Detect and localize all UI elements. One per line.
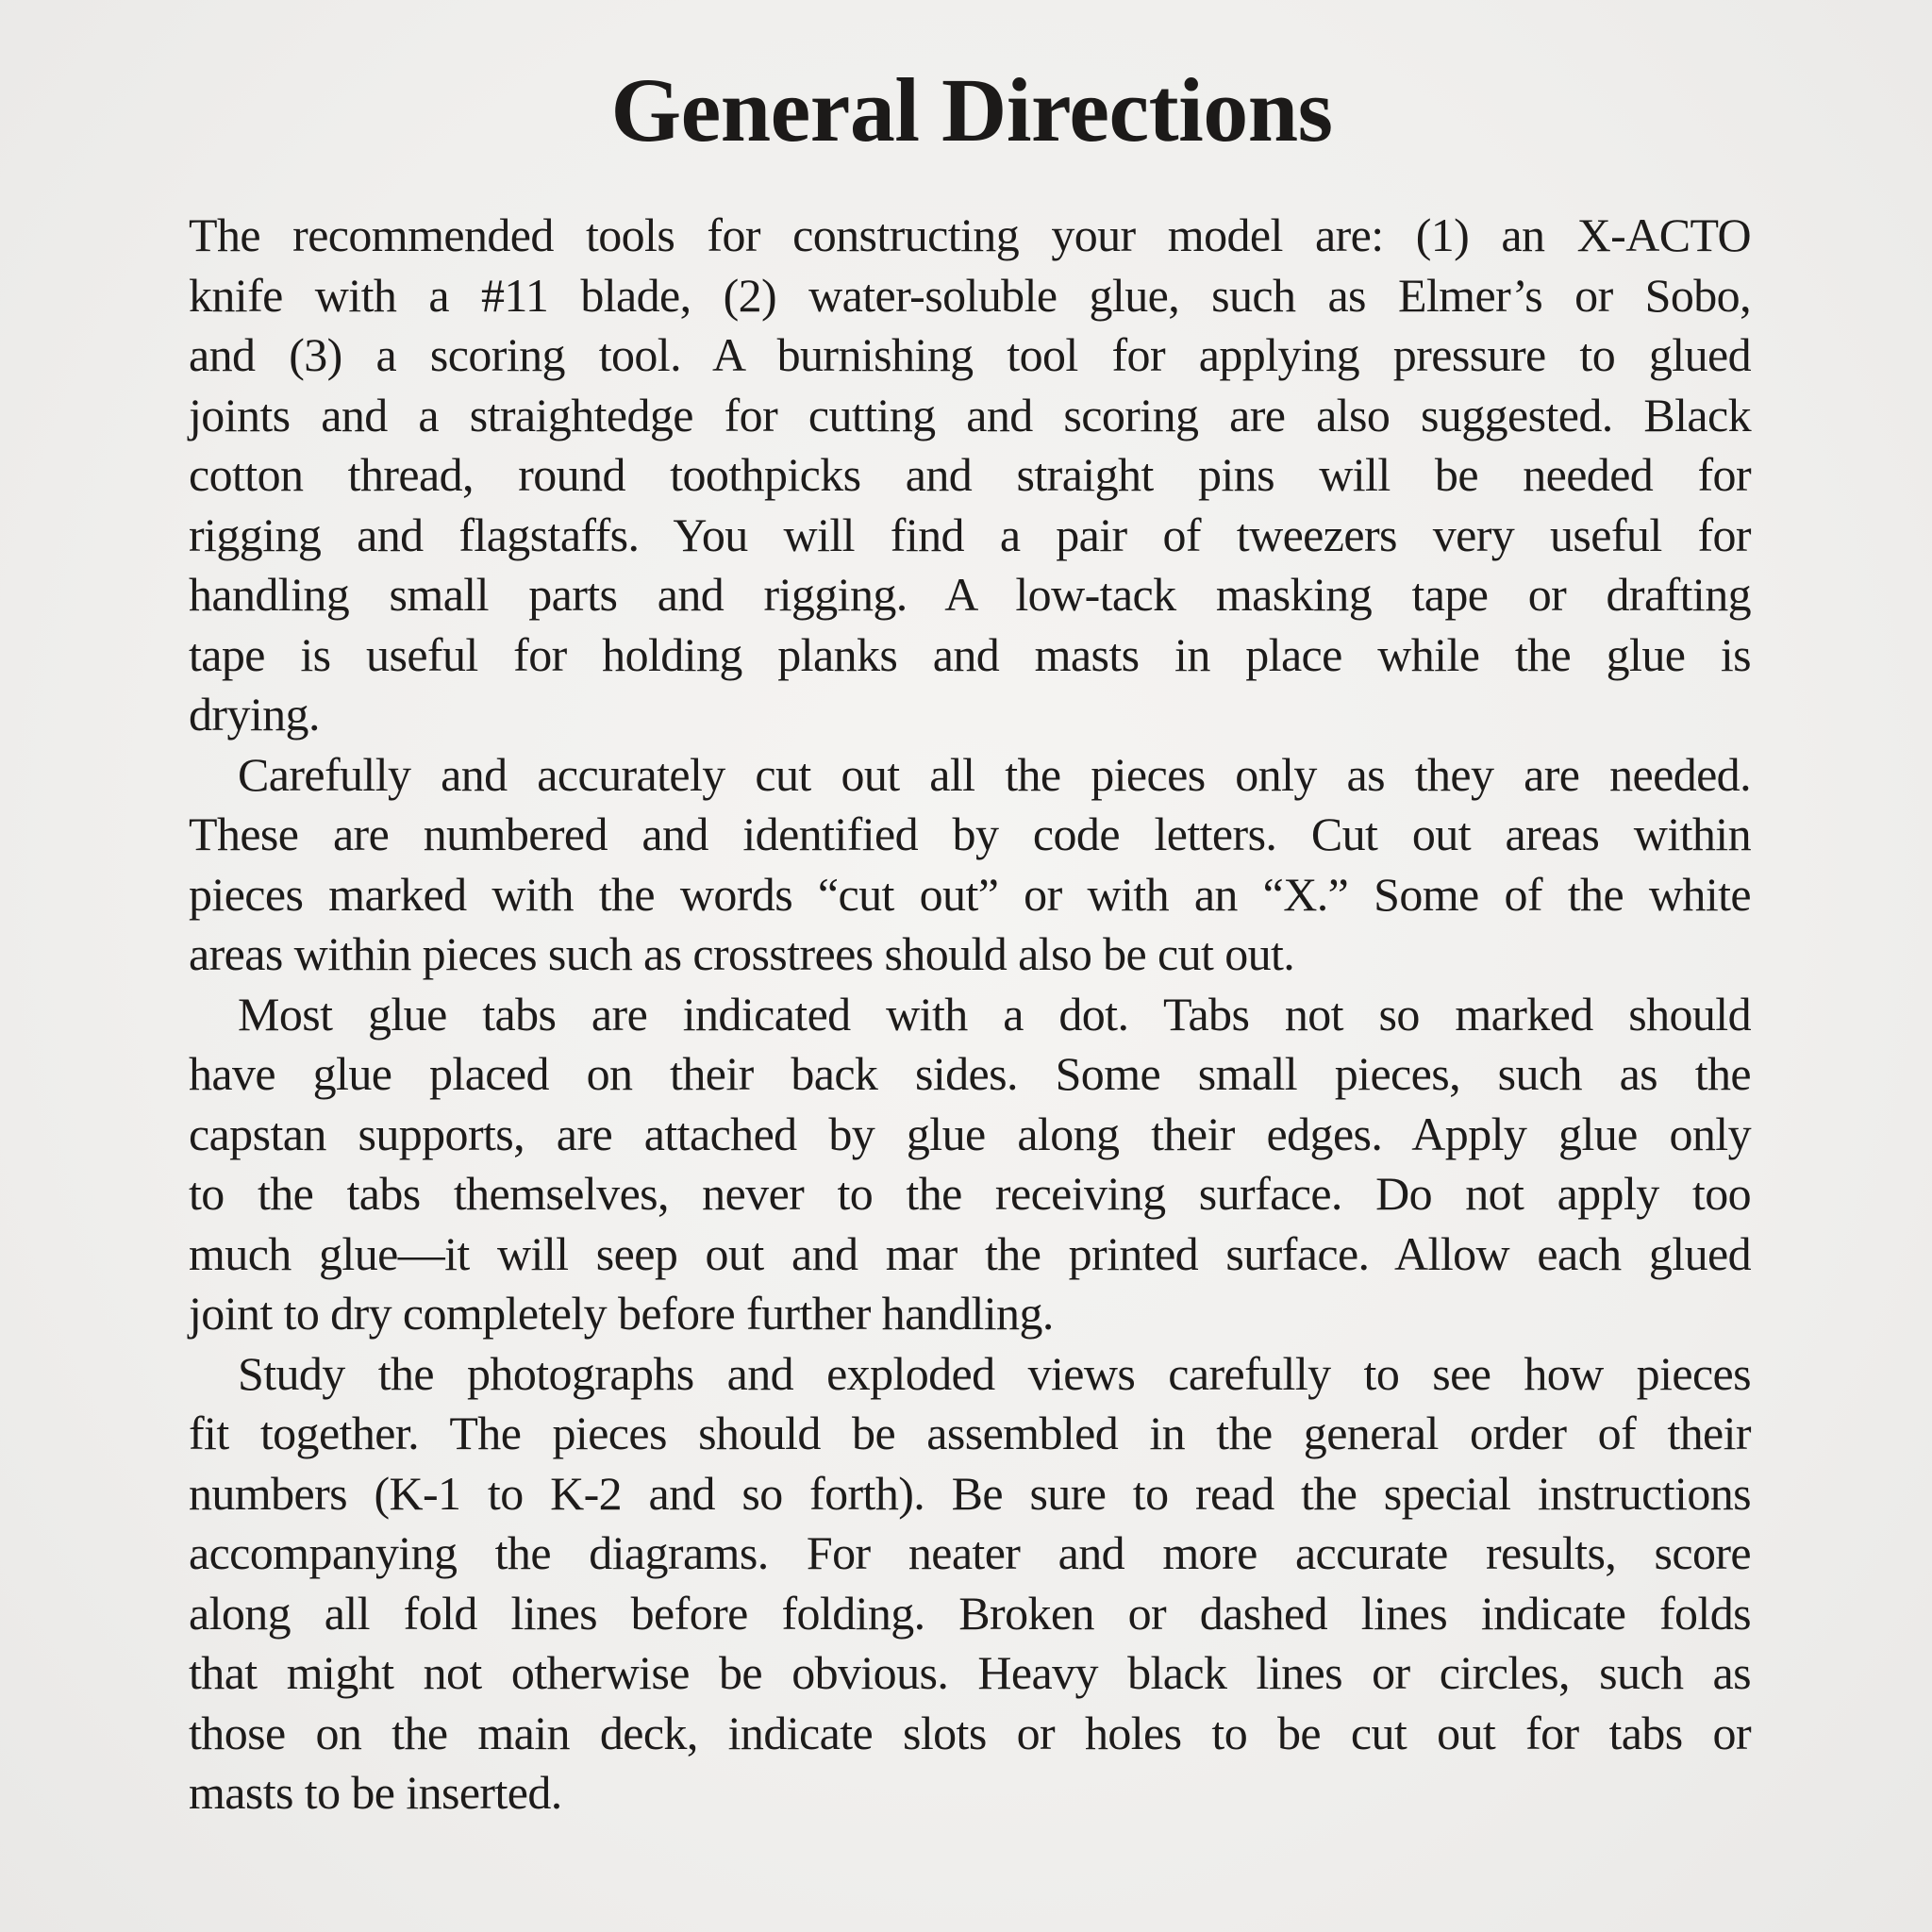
text-line: The recommended tools for constructing your model are: (1) an X-ACTO <box>189 208 1751 261</box>
page-title: General Directions <box>610 59 1333 160</box>
text-line: to the tabs themselves, never to the receiving surface. Do not apply too <box>189 1167 1751 1220</box>
text-line: those on the main deck, indicate slots or holes to be cut out for tabs or <box>189 1706 1751 1759</box>
text-line: capstan supports, are attached by glue along their edges. Apply glue only <box>189 1107 1751 1160</box>
text-line: knife with a #11 blade, (2) water-soluble glue, such as Elmer’s or Sobo, <box>189 268 1751 322</box>
text-line: Carefully and accurately cut out all the pieces only as they are needed. <box>238 747 1751 801</box>
text-line: tape is useful for holding planks and masts in place while the glue is <box>189 627 1751 681</box>
text-line: These are numbered and identified by code letters. Cut out areas within <box>189 808 1751 860</box>
text-line: and (3) a scoring tool. A burnishing tool for applying pressure to glued <box>189 328 1751 381</box>
text-line: pieces marked with the words “cut out” or with an “X.” Some of the white <box>189 867 1751 921</box>
text-line: Most glue tabs are indicated with a dot. Tabs not so marked should <box>238 987 1751 1041</box>
text-line: masts to be inserted. <box>189 1766 562 1819</box>
text-line: rigging and flagstaffs. You will find a pair of tweezers very useful for <box>189 508 1751 561</box>
paragraph-cutting <box>189 745 1751 985</box>
text-line: numbers (K-1 to K-2 and so forth). Be sure to read the special instructions <box>189 1466 1751 1520</box>
body-text <box>189 206 1751 1824</box>
text-line: cotton thread, round toothpicks and straight pins will be needed for <box>189 448 1751 501</box>
text-line: joint to dry completely before further handling. <box>189 1287 1054 1340</box>
text-line: areas within pieces such as crosstrees should also be cut out. <box>189 927 1295 980</box>
paragraph-assembly <box>189 1344 1751 1824</box>
text-line: joints and a straightedge for cutting and scoring are also suggested. Black <box>189 388 1751 441</box>
text-line: that might not otherwise be obvious. Heavy black lines or circles, such as <box>189 1646 1751 1699</box>
text-line: handling small parts and rigging. A low-tack masking tape or drafting <box>189 568 1751 621</box>
paragraph-tools <box>189 206 1751 745</box>
paragraph-gluing <box>189 985 1751 1344</box>
text-line: Study the photographs and exploded views carefully to see how pieces <box>238 1346 1751 1400</box>
text-line: fit together. The pieces should be assembled in the general order of their <box>189 1407 1751 1459</box>
text-line: have glue placed on their back sides. Some small pieces, such as the <box>189 1047 1751 1100</box>
text-line: drying. <box>189 688 320 741</box>
text-line: much glue—it will seep out and mar the printed surface. Allow each glued <box>189 1226 1751 1280</box>
text-line: accompanying the diagrams. For neater and more accurate results, score <box>189 1526 1751 1579</box>
text-line: along all fold lines before folding. Broken or dashed lines indicate folds <box>189 1586 1751 1640</box>
